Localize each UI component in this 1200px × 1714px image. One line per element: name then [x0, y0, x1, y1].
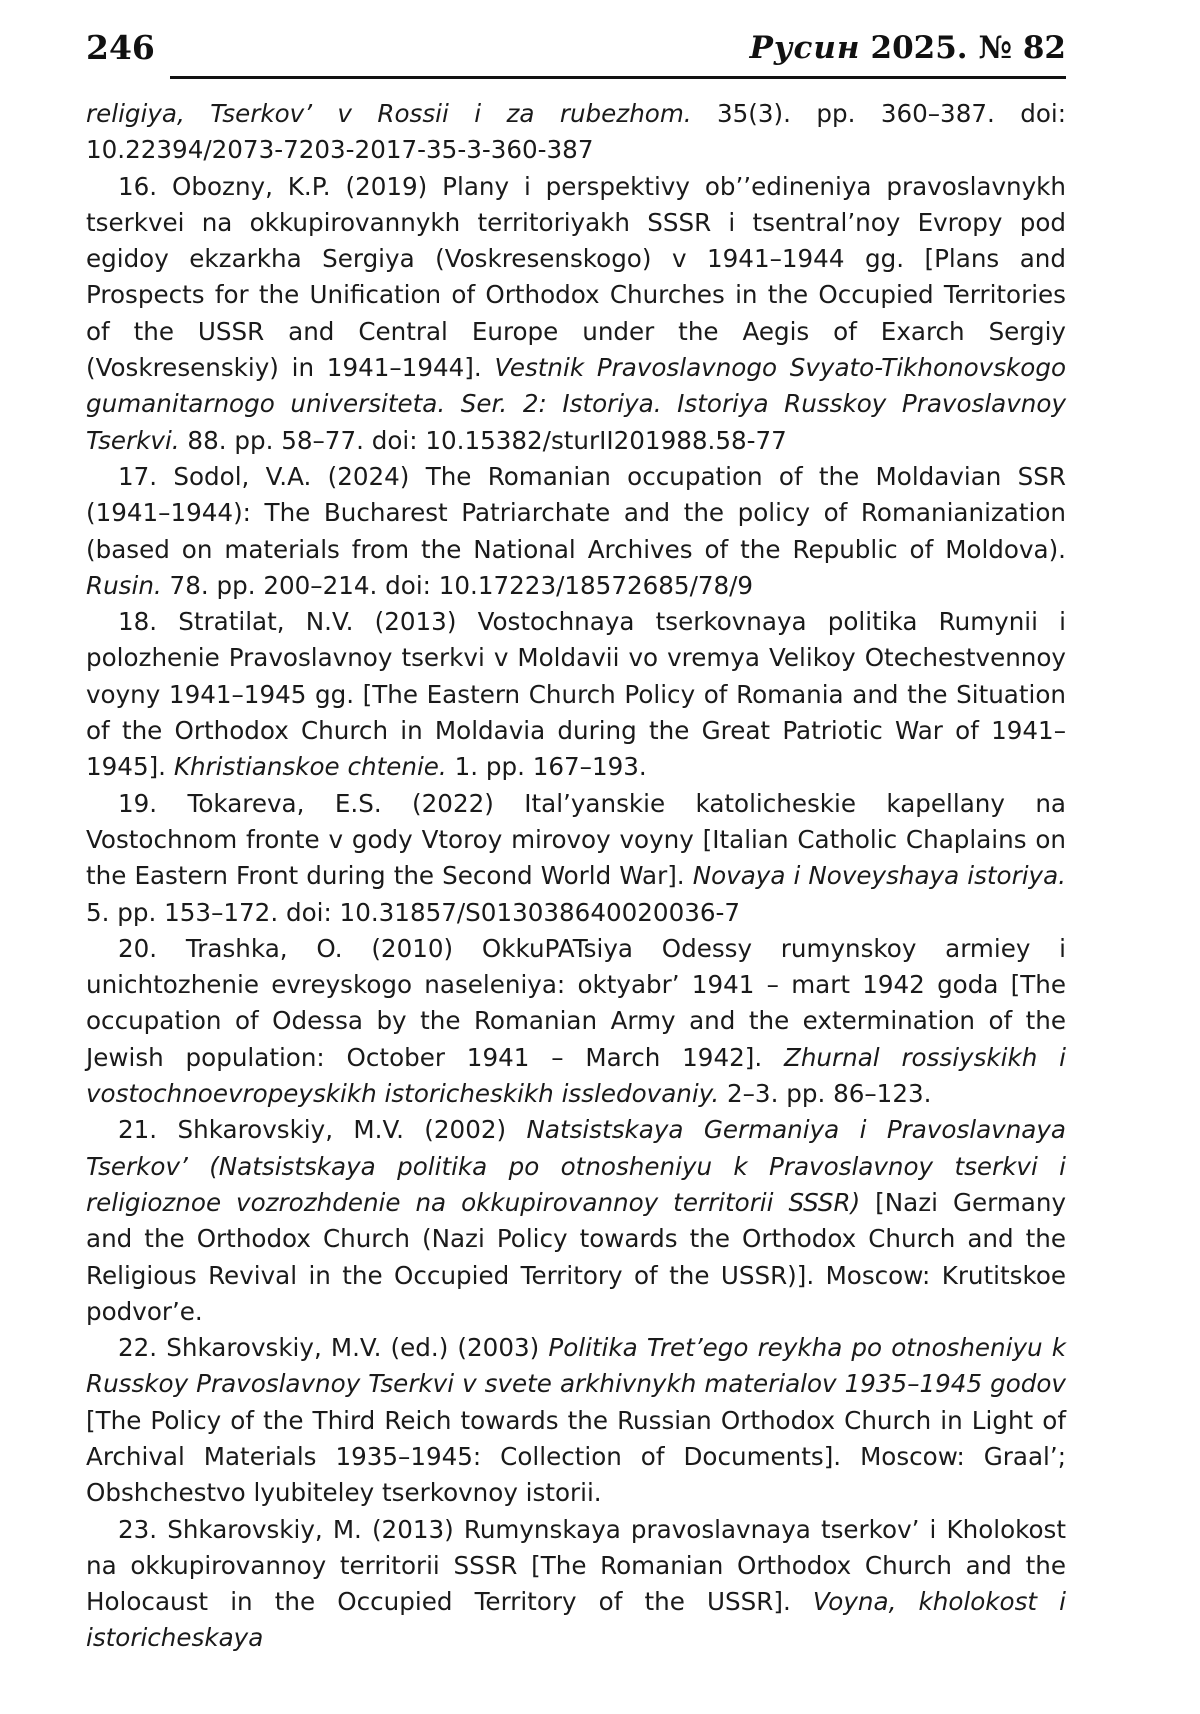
reference-title-italic: Zhurnal rossiyskikh i vostochnoevropeyskikh istoricheskikh issledovaniy.: [86, 1042, 1066, 1109]
header-rule: [170, 76, 1066, 79]
reference-list: [86, 96, 1066, 1657]
reference-item: [86, 1330, 1066, 1511]
reference-text: 1. pp. 167–193.: [446, 752, 647, 782]
reference-text: 22. Shkarovskiy, M.V. (ed.) (2003): [118, 1333, 549, 1363]
reference-title-italic: Rusin.: [86, 570, 162, 600]
running-header: [86, 28, 1066, 80]
reference-text: 19. Tokareva, E.S. (2022) Ital’yanskie katolicheskie kapellany na Vostochnom fronte v gody Vtoroy mirovoy voyny [Italian Catholic Chaplains on the Eastern Front during the Second World War].: [86, 788, 1066, 891]
reference-text: 17. Sodol, V.A. (2024) The Romanian occupation of the Moldavian SSR (1941–1944): The Bucharest Patriarchate and the policy of Romanianization (based on materials from the National Archives of the Republic of Moldova).: [86, 461, 1066, 564]
reference-title-italic: Khristianskoe chtenie.: [173, 752, 447, 782]
reference-text: 23. Shkarovskiy, M. (2013) Rumynskaya pravoslavnaya tserkov’ i Kholokost na okkupirovannoy territorii SSSR [The Romanian Orthodox Church and the Holocaust in the Occupied Territory of the USSR].: [86, 1514, 1066, 1617]
reference-item: [86, 931, 1066, 1112]
reference-title-italic: Natsistskaya Germaniya i Pravoslavnaya Tserkov’ (Natsistskaya politika po otnosheniyu k Pravoslavnoy tserkvi i religioznoe vozrozhdenie na okkupirovannoy territorii SSSR): [86, 1115, 1066, 1217]
reference-text: 78. pp. 200–214. doi: 10.17223/18572685/78/9: [161, 570, 754, 600]
reference-text: 20. Trashka, O. (2010) OkkuPATsiya Odessy rumynskoy armiey i unichtozhenie evreyskogo naseleniya: oktyabr’ 1941 – mart 1942 goda [The occupation of Odessa by the Romanian Army and the extermination of the Jewish population: October 1941 – March 1942].: [86, 933, 1066, 1072]
reference-text: [Nazi Germany and the Orthodox Church (Nazi Policy towards the Orthodox Church and the Religious Revival in the Occupied Territory of the USSR)]. Moscow: Krutitskoe podvor’e.: [86, 1187, 1066, 1326]
journal-name: Русин: [749, 30, 861, 66]
page-number: 246: [86, 28, 155, 67]
journal-title: [750, 30, 1066, 66]
reference-text: 5. pp. 153–172. doi: 10.31857/S013038640020036-7: [86, 897, 741, 927]
journal-issue: 2025. № 82: [870, 30, 1066, 66]
reference-title-italic: Politika Tret’ego reykha po otnosheniyu k Russkoy Pravoslavnoy Tserkvi v svete arkhivnykh materialov 1935–1945 godov: [86, 1333, 1067, 1399]
reference-text: 16. Obozny, K.P. (2019) Plany i perspektivy ob’’edineniya pravoslavnykh tserkvei na okkupirovannykh territoriyakh SSSR i tsentral’noy Evropy pod egidoy ekzarkha Sergiya (Voskresenskogo) v 1941–1944 gg. [Plans and Prospects for the Unification of Orthodox Churches in the Occupied Territories of the USSR and Central Europe under the Aegis of Exarch Sergiy (Voskresenskiy) in 1941–1944].: [86, 171, 1066, 383]
reference-item: [86, 1112, 1066, 1330]
reference-title-italic: religiya, Tserkov’ v Rossii i za rubezhom.: [86, 99, 692, 128]
reference-title-italic: Voyna, kholokost i istoricheskaya: [86, 1587, 1067, 1653]
reference-item: [86, 1512, 1066, 1657]
reference-text: 35(3). pp. 360–387. doi: 10.22394/2073-7203-2017-35-3-360-387: [86, 99, 1066, 165]
reference-text: 21. Shkarovskiy, M.V. (2002): [118, 1115, 527, 1145]
reference-item: [86, 459, 1066, 604]
reference-item: [86, 169, 1066, 459]
reference-item: [86, 786, 1066, 931]
reference-title-italic: Vestnik Pravoslavnogo Svyato-Tikhonovskogo gumanitarnogo universiteta. Ser. 2: Istoriya. Istoriya Russkoy Pravoslavnoy Tserkvi.: [86, 353, 1066, 455]
reference-text: 18. Stratilat, N.V. (2013) Vostochnaya tserkovnaya politika Rumynii i polozhenie Pravoslavnoy tserkvi v Moldavii vo vremya Velikoy Otechestvennoy voyny 1941–1945 gg. [The Eastern Church Policy of Romania and the Situation of the Orthodox Church in Moldavia during the Great Patriotic War of 1941–1945].: [86, 607, 1066, 782]
reference-text: 2–3. pp. 86–123.: [719, 1079, 932, 1109]
reference-item: [86, 604, 1066, 785]
reference-item: [86, 96, 1066, 169]
reference-text: 88. pp. 58–77. doi: 10.15382/sturII201988.58-77: [179, 425, 787, 455]
reference-text: [The Policy of the Third Reich towards the Russian Orthodox Church in Light of Archival Materials 1935–1945: Collection of Documents]. Moscow: Graal’; Obshchestvo lyubiteley tserkovnoy istorii.: [86, 1405, 1066, 1508]
reference-title-italic: Novaya i Noveyshaya istoriya.: [692, 861, 1066, 891]
